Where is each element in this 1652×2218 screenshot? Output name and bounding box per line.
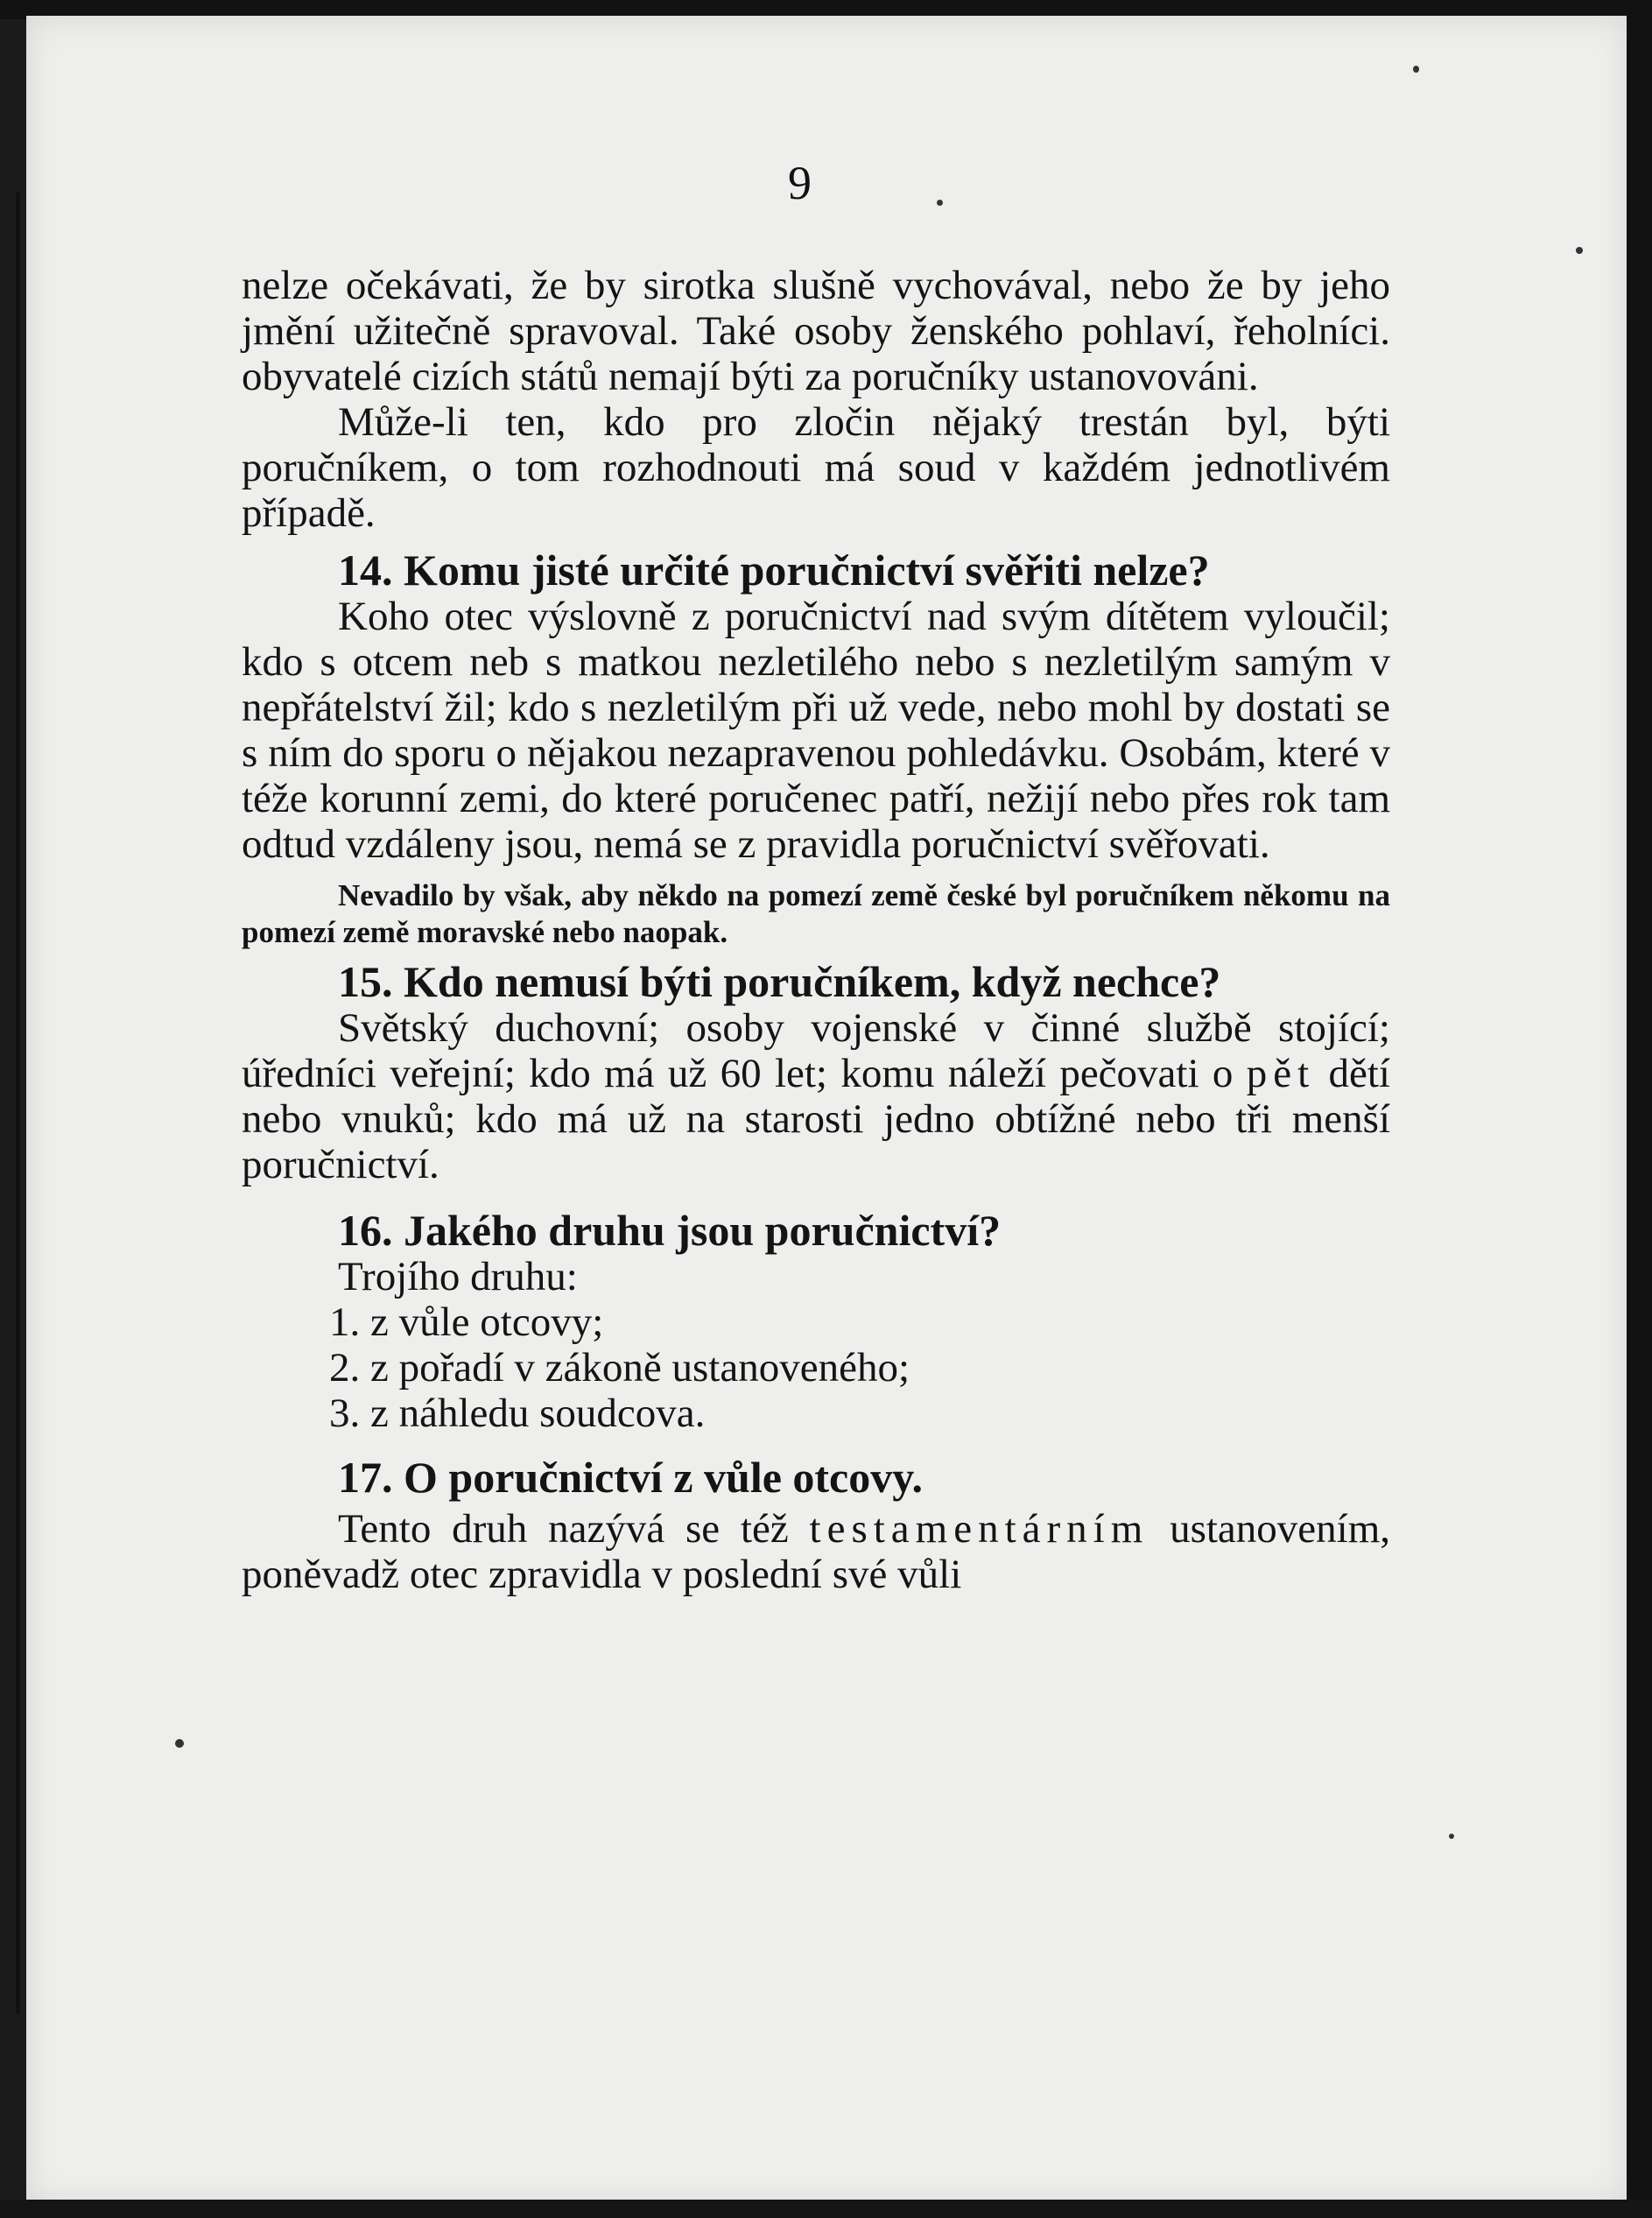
- paper-speck: [175, 1739, 184, 1748]
- spaced-emphasis: testamentárním: [809, 1506, 1149, 1552]
- scan-right-edge: [1627, 0, 1652, 2218]
- paper-speck: [1576, 247, 1583, 254]
- paper-speck: [1413, 66, 1419, 73]
- list-item: 1. z vůle otcovy;: [329, 1299, 604, 1345]
- section-heading-16: 16. Jakého druhu jsou poručnictví?: [338, 1206, 1002, 1255]
- text-run: Tento druh nazývá se též: [338, 1506, 810, 1552]
- paragraph: [242, 1506, 1390, 1597]
- note-paragraph: Nevadilo by však, aby někdo na pomezí země české byl poručníkem někomu na pomezí země moravské nebo naopak.: [242, 878, 1390, 949]
- paragraph: Může-li ten, kdo pro zločin nějaký trestán byl, býti poručníkem, o tom rozhodnouti má soud v každém jednotlivém případě.: [242, 399, 1390, 536]
- section-heading-17: 17. O poručnictví z vůle otcovy.: [338, 1453, 923, 1502]
- spaced-emphasis: pět: [1246, 1051, 1316, 1096]
- paper-speck: [937, 200, 943, 206]
- list-item: 2. z pořadí v zákoně ustanoveného;: [329, 1345, 910, 1391]
- paragraph: Koho otec výslovně z poručnictví nad svým dítětem vyloučil; kdo s otcem neb s matkou nezletilého nebo s nezletilým samým v nepřátelství žil; kdo s nezletilým při už vede, nebo mohl by dostati se s ním do sporu o nějakou nezapravenou pohledávku. Osobám, které v téže korunní zemi, do které poručenec patří, nežijí nebo přes rok tam odtud vzdáleny jsou, nemá se z pravidla poručnictví svěřovati.: [242, 594, 1390, 867]
- text-run: dětí nebo vnuků; kdo má už na starosti jedno obtížné nebo tři menší poručnictví.: [242, 1051, 1390, 1187]
- paragraph: [242, 1005, 1390, 1187]
- list-item: 3. z náhledu soudcova.: [329, 1391, 706, 1436]
- binding-edge-line: [16, 193, 20, 2014]
- paper-speck: [1449, 1834, 1454, 1839]
- paragraph: Trojího druhu:: [338, 1254, 578, 1299]
- page-number: 9: [788, 157, 812, 209]
- section-heading-15: 15. Kdo nemusí býti poručníkem, když nechce?: [338, 957, 1221, 1006]
- scan-bottom-edge: [0, 2200, 1652, 2218]
- text-run: ustanovením, poněvadž otec zpravidla v poslední své vůli: [242, 1506, 1391, 1597]
- text-run: Světský duchovní; osoby vojenské v činné službě stojící; úředníci veřejní; kdo má už 60 let; komu náleží pečovati o: [242, 1005, 1390, 1096]
- section-heading-14: 14. Komu jisté určité poručnictví svěřiti nelze?: [338, 546, 1210, 595]
- page-text: [242, 263, 1390, 1597]
- paragraph-continued: nelze očekávati, že by sirotka slušně vychovával, nebo že by jeho jmění užitečně spravoval. Také osoby ženského pohlaví, řeholníci. obyvatelé cizích států nemají býti za poručníky ustanovováni.: [242, 263, 1390, 399]
